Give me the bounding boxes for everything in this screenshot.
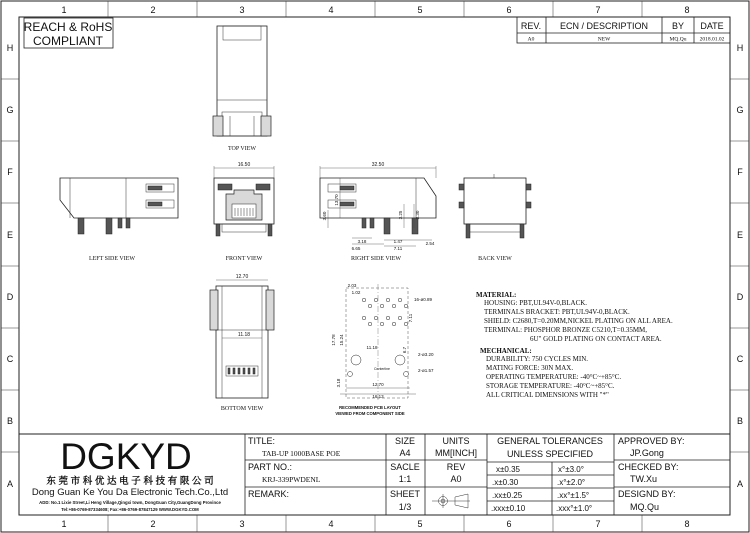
col-label-top: 3 — [239, 5, 245, 15]
pcb-dim-a: 2.03 — [347, 283, 357, 288]
company-name-en: Dong Guan Ke You Da Electronic Tech.Co.,Ltd — [31, 487, 229, 498]
col-label-bottom: 8 — [684, 519, 690, 529]
tolerance-angular: .x°±2.0° — [557, 478, 586, 487]
rev-row-date: 2018.01.02 — [699, 36, 725, 43]
row-label-left: C — [6, 354, 14, 364]
rev-label: REV — [446, 462, 466, 472]
checked-value: TW.Xu — [630, 474, 658, 484]
pcb-label-1: RECOMMENDED PCB LAYOUT — [339, 405, 401, 410]
part-label: PART NO.: — [248, 462, 293, 472]
dim-side-length: 32.50 — [371, 162, 385, 168]
dim-h2: 3.60 — [322, 211, 327, 221]
company-name-cn: 东 莞 市 科 优 达 电 子 科 技 有 限 公 司 — [46, 476, 214, 487]
title-value: TAB-UP 1000BASE POE — [262, 449, 341, 458]
col-label-top: 7 — [595, 5, 601, 15]
size-value: A4 — [399, 448, 411, 458]
dim-bottom-width: 12.70 — [235, 274, 249, 280]
row-label-left: B — [6, 416, 14, 426]
col-label-bottom: 5 — [417, 519, 423, 529]
designed-label: DESIGND BY: — [618, 489, 676, 499]
tolerance-linear: x±0.35 — [496, 465, 520, 474]
front-view-drawing — [214, 166, 274, 236]
material-line: TERMINALS BRACKET: PBT,UL94V-0,BLACK. — [484, 308, 630, 316]
units-value: MM[INCH] — [435, 448, 477, 458]
pcb-dim-h: 6.7 — [402, 346, 407, 354]
tolerance-angular: .xxx°±1.0° — [556, 504, 593, 513]
tolerance-title-1: GENERAL TOLERANCES — [497, 436, 603, 446]
material-line: 6U" GOLD PLATING ON CONTACT AREA. — [530, 335, 662, 343]
dim-d1: 3.18 — [357, 239, 367, 244]
pcb-dim-f: 7.11 — [408, 313, 413, 323]
scale-value: 1:1 — [398, 474, 412, 484]
col-label-top: 2 — [150, 5, 156, 15]
pcb-dim-l: 12.70 — [372, 382, 384, 387]
dim-d4: 7.11 — [393, 246, 403, 251]
rev-row-desc: NEW — [597, 36, 611, 43]
dim-bottom-inner: 11.18 — [237, 332, 251, 338]
pcb-dim-e: 15.24 — [339, 334, 344, 346]
row-label-right: E — [736, 230, 744, 240]
front-view-label: FRONT VIEW — [225, 256, 263, 262]
row-label-left: D — [6, 292, 14, 302]
compliance-line-2: COMPLIANT — [32, 34, 104, 48]
pcb-label-2: VIEWED FROM COMPONENT SIDE — [335, 411, 405, 416]
back-view-drawing — [459, 174, 531, 238]
dim-front-width: 16.50 — [237, 162, 251, 168]
row-label-left: E — [6, 230, 14, 240]
pcb-dim-d: 17.78 — [331, 334, 336, 346]
col-label-bottom: 1 — [61, 519, 67, 529]
material-title: MATERIAL: — [476, 291, 517, 299]
row-label-right: F — [737, 167, 743, 177]
row-label-left: A — [6, 479, 14, 489]
tolerance-angular: .xx°±1.5° — [557, 491, 590, 500]
tolerance-linear: .xx±0.25 — [492, 491, 523, 500]
approved-label: APPROVED BY: — [618, 436, 685, 446]
company-logo-text: DGKYD — [60, 436, 192, 477]
tolerance-linear: .x±0.30 — [492, 478, 519, 487]
rev-row-by: MQ.Qu — [669, 36, 687, 43]
rev-header-by: BY — [671, 21, 685, 31]
row-label-right: A — [736, 479, 744, 489]
material-line: TERMINAL: PHOSPHOR BRONZE C5210,T=0.35MM, — [484, 326, 648, 334]
mechanical-line: ALL CRITICAL DIMENSIONS WITH "*" — [486, 391, 609, 399]
sheet-value: 1/3 — [398, 502, 412, 512]
row-label-left: F — [7, 167, 13, 177]
company-contact: Tel:+86-0769-87334608; Fax:+86-0769-87847129 WWW.DGKYD.COM — [61, 507, 199, 512]
sheet-label: SHEET — [389, 489, 421, 499]
col-label-top: 1 — [61, 5, 67, 15]
dim-h4: 3.30 — [415, 210, 420, 220]
pcb-dim-b: 1.02 — [351, 290, 361, 295]
col-label-bottom: 6 — [506, 519, 512, 529]
rev-header-rev: REV. — [520, 21, 542, 31]
col-label-top: 5 — [417, 5, 423, 15]
left-side-view-drawing — [60, 178, 178, 234]
back-view-label: BACK VIEW — [478, 256, 512, 262]
top-view-label: TOP VIEW — [227, 146, 257, 152]
dim-d3: 1.47 — [393, 239, 403, 244]
pcb-dim-k: 3.18 — [336, 378, 341, 388]
revision-table — [517, 17, 730, 43]
mechanical-line: STORAGE TEMPERATURE: -40°C~+85°C. — [486, 382, 615, 390]
col-label-bottom: 3 — [239, 519, 245, 529]
pcb-centerline: Centerline — [374, 367, 390, 371]
dim-d5: 2.54 — [425, 241, 435, 246]
right-view-label: RIGHT SIDE VIEW — [350, 256, 402, 262]
tolerance-title-2: UNLESS SPECIFIED — [506, 449, 594, 459]
top-view-drawing — [213, 26, 271, 136]
col-label-top: 4 — [328, 5, 334, 15]
pcb-dim-i: 2-ø3.20 — [418, 352, 434, 357]
col-label-bottom: 4 — [328, 519, 334, 529]
scale-label: SACLE — [390, 462, 420, 472]
material-line: HOUSING: PBT,UL94V-0,BLACK. — [484, 299, 588, 307]
pcb-dim-j: 2-ø1.57 — [418, 368, 434, 373]
dim-h1: 13.70 — [334, 194, 339, 206]
col-label-bottom: 7 — [595, 519, 601, 529]
mechanical-title: MECHANICAL: — [480, 347, 532, 355]
col-label-bottom: 2 — [150, 519, 156, 529]
notes-block — [476, 291, 673, 399]
mechanical-line: MATING FORCE: 30N MAX. — [486, 364, 574, 372]
row-label-left: G — [6, 105, 14, 115]
compliance-line-1: REACH & RoHS — [23, 20, 113, 34]
row-label-right: B — [736, 416, 744, 426]
rev-header-desc: ECN / DESCRIPTION — [559, 21, 649, 31]
col-label-top: 6 — [506, 5, 512, 15]
material-line: SHIELD: C2680,T=0.20MM,NICKEL PLATING ON ALL AREA. — [484, 317, 673, 325]
rev-header-date: DATE — [700, 21, 724, 31]
company-address: ADD: No.1 Lixie Street,Li Heng Village,Qingxi town, DongGuan City,GuangDong Province — [39, 500, 221, 505]
units-label: UNITS — [442, 436, 470, 446]
dim-d2: 6.65 — [351, 246, 361, 251]
row-label-left: H — [6, 43, 14, 53]
part-value: KRJ-339PWDENL — [262, 475, 321, 484]
tolerance-angular: x°±3.0° — [558, 465, 584, 474]
bottom-view-drawing — [210, 280, 274, 398]
pcb-dim-m: 16.13 — [372, 394, 384, 399]
designed-value: MQ.Qu — [630, 502, 660, 512]
projection-symbol-icon — [432, 494, 470, 508]
mechanical-line: OPERATING TEMPERATURE: -40°C~+85°C. — [486, 373, 622, 381]
row-label-right: H — [736, 43, 744, 53]
title-label: TITLE: — [248, 436, 276, 446]
bottom-view-label: BOTTOM VIEW — [220, 406, 264, 412]
col-label-top: 8 — [684, 5, 690, 15]
dim-h3: 3.25 — [398, 210, 403, 220]
checked-label: CHECKED BY: — [618, 462, 679, 472]
remark-label: REMARK: — [248, 489, 290, 499]
rev-row-rev: A0 — [527, 36, 535, 43]
pcb-dim-c: 16-ø0.89 — [414, 297, 433, 302]
left-view-label: LEFT SIDE VIEW — [88, 256, 136, 262]
size-label: SIZE — [394, 436, 416, 446]
pcb-dim-g: 11.18 — [366, 345, 378, 350]
row-label-right: C — [736, 354, 744, 364]
tolerance-linear: .xxx±0.10 — [491, 504, 526, 513]
approved-value: JP.Gong — [630, 448, 664, 458]
mechanical-line: DURABILITY: 750 CYCLES MIN. — [486, 355, 589, 363]
row-label-right: D — [736, 292, 744, 302]
row-label-right: G — [736, 105, 744, 115]
rev-value: A0 — [450, 474, 462, 484]
